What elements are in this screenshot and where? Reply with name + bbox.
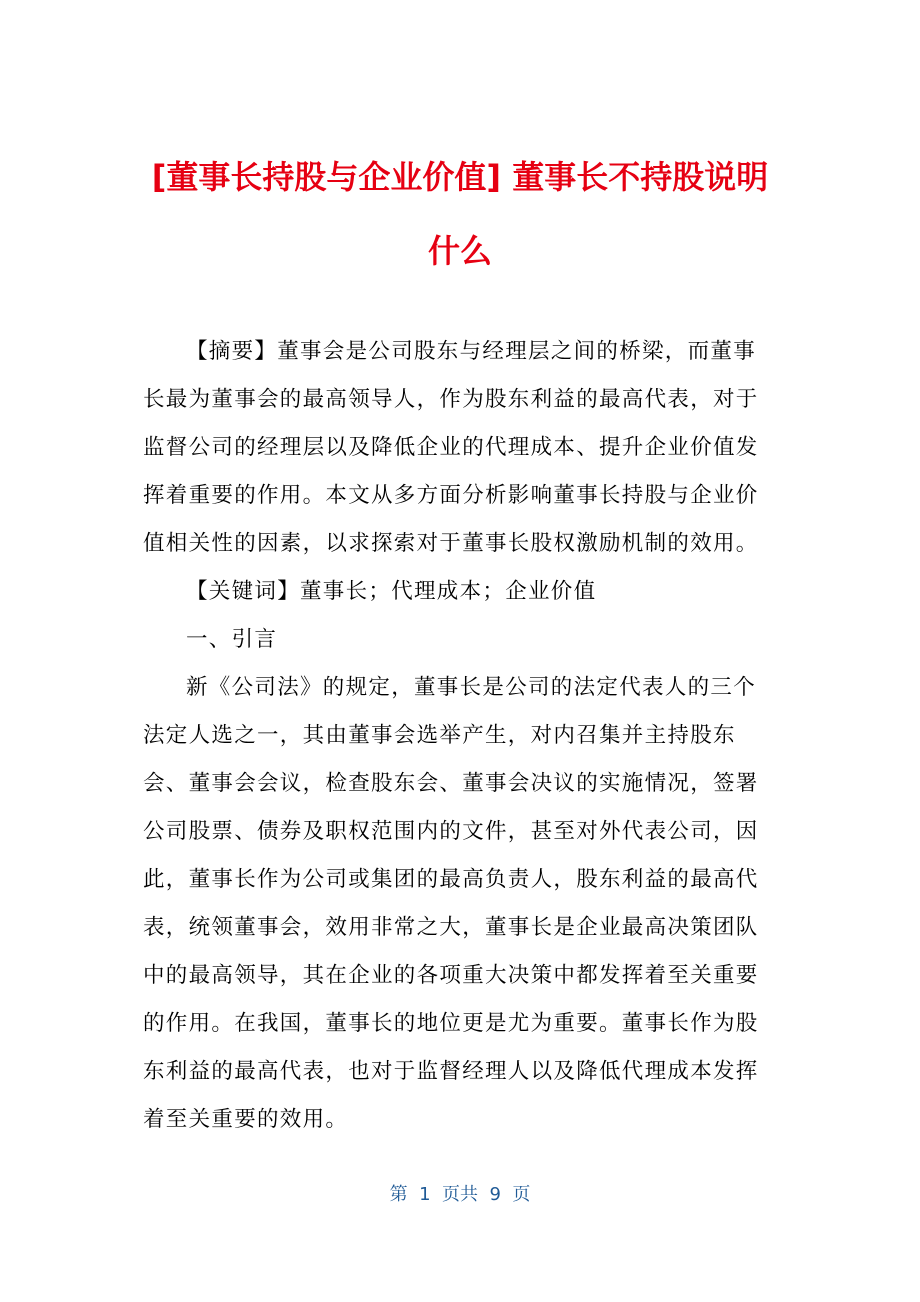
body-line: 东利益的最高代表，也对于监督经理人以及降低代理成本发挥 xyxy=(143,1059,759,1084)
title-line: 什么 xyxy=(427,232,492,270)
body-line: 中的最高领导，其在企业的各项重大决策中都发挥着至关重要 xyxy=(143,963,759,988)
page-footer: 第 1 页共 9 页 xyxy=(389,1184,531,1205)
body-line: 会、董事会会议，检查股东会、董事会决议的实施情况，签署 xyxy=(143,771,759,796)
body-line: 监督公司的经理层以及降低企业的代理成本、提升企业价值发 xyxy=(143,435,759,460)
body-line: 表，统领董事会，效用非常之大，董事长是企业最高决策团队 xyxy=(143,915,759,940)
document-title xyxy=(100,140,820,288)
body-line: 着至关重要的效用。 xyxy=(143,1107,349,1132)
body-line: 一、引言 xyxy=(186,627,278,652)
body-line: 新《公司法》的规定，董事长是公司的法定代表人的三个 xyxy=(186,675,757,700)
document-body xyxy=(143,328,773,1144)
body-line: 的作用。在我国，董事长的地位更是尤为重要。董事长作为股 xyxy=(143,1011,759,1036)
body-line: 值相关性的因素，以求探索对于董事长股权激励机制的效用。 xyxy=(143,531,759,556)
body-line: 法定人选之一，其由董事会选举产生，对内召集并主持股东 xyxy=(143,723,736,748)
body-line: 【摘要】董事会是公司股东与经理层之间的桥梁，而董事 xyxy=(186,339,757,364)
body-line: 此，董事长作为公司或集团的最高负责人，股东利益的最高代 xyxy=(143,867,759,892)
body-line: 挥着重要的作用。本文从多方面分析影响董事长持股与企业价 xyxy=(143,483,759,508)
body-line: 【关键词】董事长；代理成本；企业价值 xyxy=(186,579,597,604)
body-line: 公司股票、债券及职权范围内的文件，甚至对外代表公司，因 xyxy=(143,819,759,844)
title-line: [董事长持股与企业价值] 董事长不持股说明 xyxy=(151,158,769,196)
body-line: 长最为董事会的最高领导人，作为股东利益的最高代表，对于 xyxy=(143,387,759,412)
